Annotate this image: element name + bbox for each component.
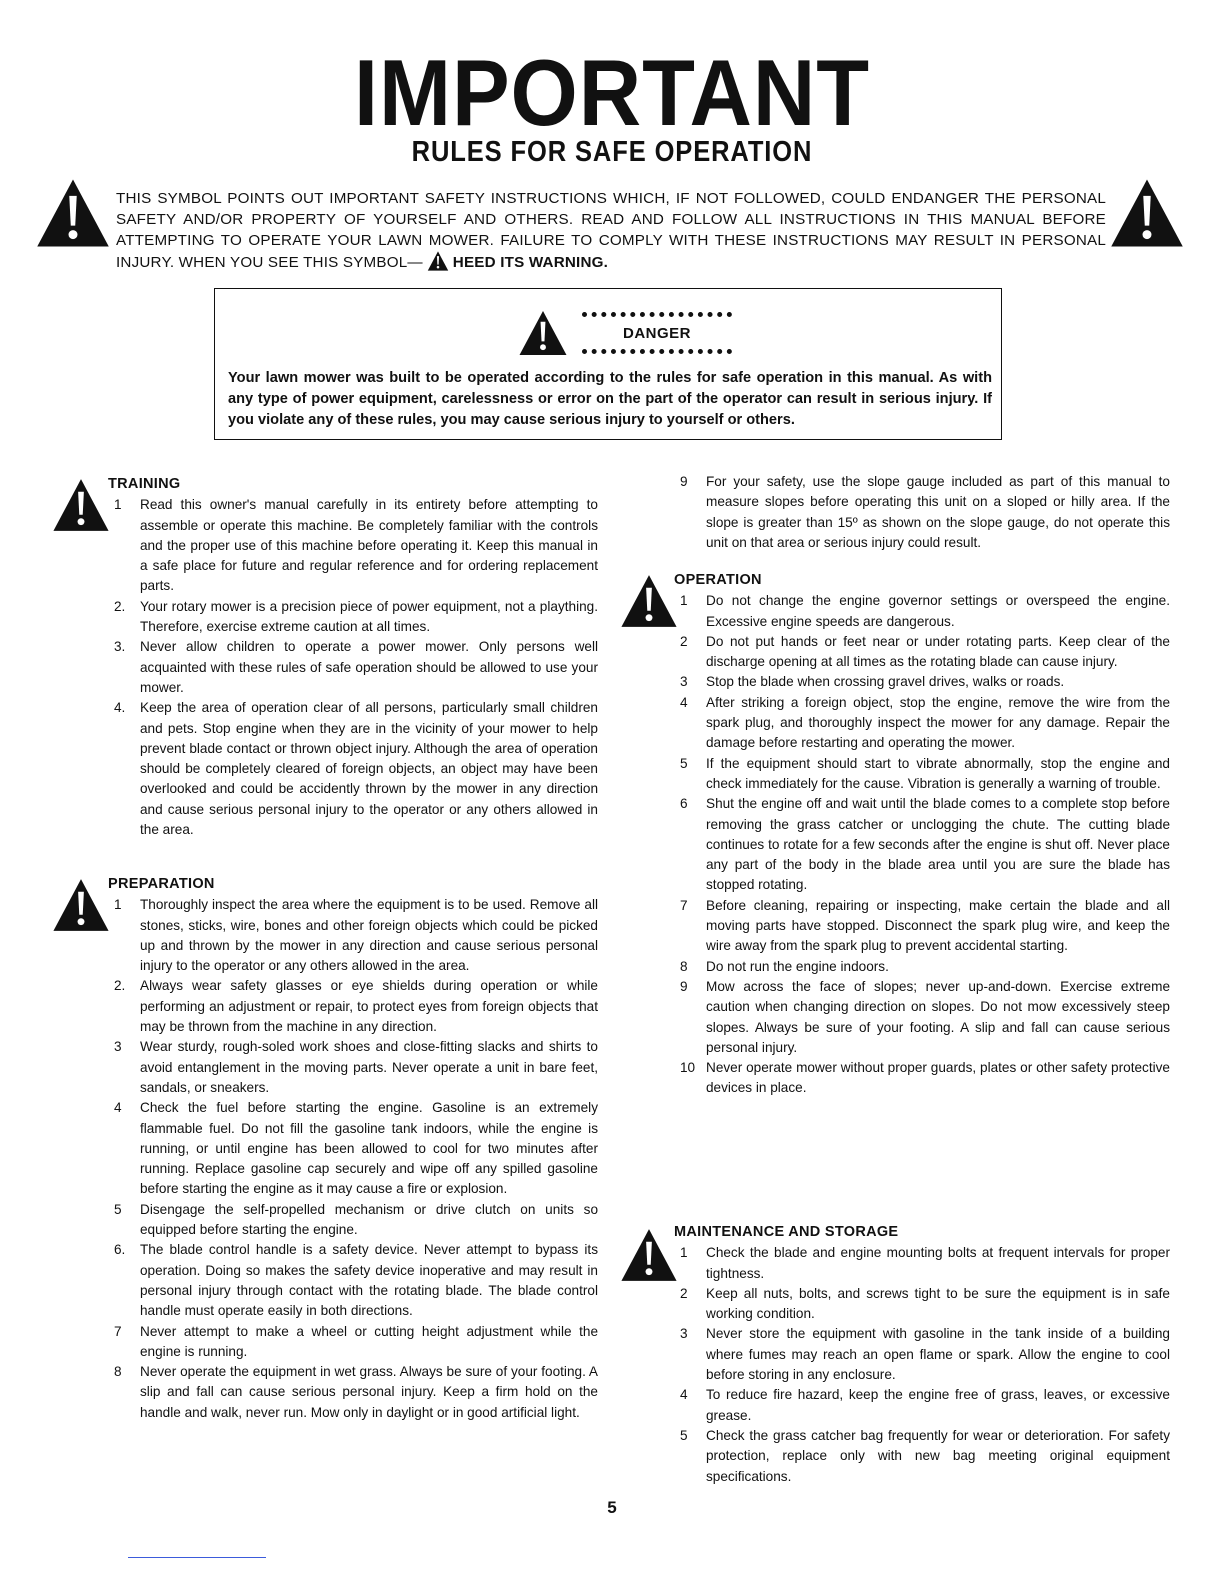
warning-triangle-icon (52, 878, 110, 932)
list-item: 3 Never store the equipment with gasoline in the tank inside of a building where fumes may reach an open flame or spark. Allow the engine to cool before storing in any enclosure. (680, 1326, 1170, 1383)
list-item: 9 Mow across the face of slopes; never up-and-down. Exercise extreme caution when changing direction on slopes. Do not mow excessively steep slopes. Always be sure of your footing. A slip and fall can cause serious personal injury. (680, 978, 1170, 1055)
intro-heed: HEED ITS WARNING. (452, 254, 609, 271)
list-item: 4 To reduce fire hazard, keep the engine free of grass, leaves, or excessive grease. (680, 1387, 1170, 1423)
list-item: 3 Wear sturdy, rough-soled work shoes and close-fitting slacks and shirts to avoid entanglement in the moving parts. Never operate a unit in bare feet, sandals, or sneakers. (114, 1039, 598, 1095)
preparation-continued (674, 472, 1170, 553)
warning-triangle-icon (52, 478, 110, 532)
maintenance-list (674, 1243, 1170, 1487)
training-list (108, 495, 598, 840)
warning-triangle-icon (620, 1228, 678, 1282)
list-item: 7 Before cleaning, repairing or inspecting, make certain the blade and all moving parts have stopped. Disconnect the spark plug wire, and keep the wire away from the spark plug to prevent accidental starting. (680, 897, 1170, 954)
list-item: 1 Thoroughly inspect the area where the equipment is to be used. Remove all stones, sticks, wire, bones and other foreign objects which could be picked up and thrown by the mower in any direction and cause serious personal injury to the operator or any others allowed in the area. (114, 897, 598, 974)
operation-title: OPERATION (674, 572, 762, 588)
list-item: 7 Never attempt to make a wheel or cutting height adjustment while the engine is running. (114, 1323, 598, 1359)
intro-text: THIS SYMBOL POINTS OUT IMPORTANT SAFETY INSTRUCTIONS WHICH, IF NOT FOLLOWED, COULD ENDANGER THE PERSONAL SAFETY AND/OR PROPERTY OF YOURSELF AND OTHERS. READ AND FOLLOW ALL INSTRUCTIONS IN THIS MANUAL BEFORE ATTEMPTING TO OPERATE YOUR LAWN MOWER. FAILURE TO COMPLY WITH THESE INSTRUCTIONS MAY RESULT IN PERSONAL INJURY. WHEN YOU SEE THIS SYMBOL— (116, 190, 1106, 271)
list-item: 8 Never operate the equipment in wet grass. Always be sure of your footing. A slip and fall can cause serious personal injury. Keep a firm hold on the handle and walk, never run. Mow only in daylight or in good artificial light. (114, 1364, 598, 1420)
list-item: 4. Keep the area of operation clear of all persons, particularly small children and pets. Stop engine when they are in the vicinity of your mower to help prevent blade contact or thrown object injury. Although the area of operation should be completely cleared of foreign objects, an object may have been overlooked and could be accidently thrown by the mower in any direction and cause serious personal injury to the operator or any others allowed in the area. (114, 700, 598, 838)
warning-triangle-icon (512, 310, 574, 356)
preparation-title: PREPARATION (108, 876, 215, 892)
list-item: 1 Read this owner's manual carefully in its entirety before attempting to assemble or operate this machine. Be completely familiar with the controls and the proper use of this machine before operating it. Keep this manual in a safe place for future and regular reference and for ordering replacement parts. (114, 497, 598, 594)
preparation-section (108, 874, 598, 1423)
danger-text: Your lawn mower was built to be operated according to the rules for safe operation in this manual. As with any type of power equipment, carelessness or error on the part of the operator can result in serious injury. If you violate any of these rules, you may cause serious injury to yourself or others. (228, 370, 992, 428)
list-item: 4 After striking a foreign object, stop the engine, remove the wire from the spark plug, and thoroughly inspect the mower for any damage. Repair the damage before restarting and operating the mower. (680, 694, 1170, 751)
operation-list (674, 591, 1170, 1098)
list-item: 8 Do not run the engine indoors. (680, 958, 889, 974)
list-item: 3 Stop the blade when crossing gravel drives, walks or roads. (680, 674, 1065, 690)
preparation-continued-list (674, 472, 1170, 553)
operation-section (674, 570, 1170, 1099)
warning-triangle-icon (427, 251, 449, 271)
danger-label-frame (582, 312, 732, 354)
maintenance-title: MAINTENANCE AND STORAGE (674, 1224, 899, 1240)
list-item: 2 Keep all nuts, bolts, and screws tight to be sure the equipment is in safe working condition. (680, 1285, 1170, 1322)
training-title: TRAINING (108, 476, 181, 492)
list-item: 1 Check the blade and engine mounting bolts at frequent intervals for proper tightness. (680, 1245, 1170, 1281)
maintenance-section (674, 1222, 1170, 1487)
warning-triangle-icon (1108, 178, 1186, 248)
list-item: 6. The blade control handle is a safety device. Never attempt to bypass its operation. Doing so makes the safety device inoperative and may result in personal injury through contact with the rotating blade. The blade control handle must operate easily in both directions. (114, 1242, 598, 1319)
list-item: 5 Disengage the self-propelled mechanism or drive clutch on units so equipped before starting the engine. (114, 1201, 598, 1238)
page-subtitle: RULES FOR SAFE OPERATION (411, 136, 813, 168)
preparation-list (108, 895, 598, 1423)
list-item: 9 For your safety, use the slope gauge included as part of this manual to measure slopes before operating this unit on a sloped or hilly area. If the slope is greater than 15º as shown on the slope gauge, do not operate this unit on that area or serious injury could result. (680, 474, 1170, 550)
list-item: 2. Your rotary mower is a precision piece of power equipment, not a plaything. Therefore, exercise extreme caution at all times. (114, 598, 598, 635)
list-item: 3. Never allow children to operate a power mower. Only persons well acquainted with these rules of safe operation should be allowed to use your mower. (114, 639, 598, 695)
page-title: IMPORTANT (354, 40, 870, 145)
training-section (108, 474, 598, 840)
page-number: 5 (607, 1498, 617, 1517)
list-item: 2. Always wear safety glasses or eye shields during operation or while performing an adjustment or repair, to protect eyes from foreign objects that may be thrown from the machine in any direction. (114, 978, 598, 1035)
warning-triangle-icon (34, 178, 112, 248)
list-item: 5 Check the grass catcher bag frequently for wear or deterioration. For safety protection, replace only with new bag meeting original equipment specifications. (680, 1427, 1170, 1484)
list-item: 5 If the equipment should start to vibrate abnormally, stop the engine and check immediately for the cause. Vibration is generally a warning of trouble. (680, 755, 1170, 791)
list-item: 10 Never operate mower without proper guards, plates or other safety protective devices in place. (680, 1060, 1170, 1096)
list-item: 1 Do not change the engine governor settings or overspeed the engine. Excessive engine speeds are dangerous. (680, 593, 1170, 629)
list-item: 2 Do not put hands or feet near or under rotating parts. Keep clear of the discharge opening at all times as the rotating blade can cause injury. (680, 633, 1170, 670)
footer-rule (128, 1557, 266, 1558)
list-item: 4 Check the fuel before starting the engine. Gasoline is an extremely flammable fuel. Do not fill the gasoline tank indoors, while the engine is running, or until engine has been allowed to cool for two minutes after running. Replace gasoline cap securely and wipe off any spilled gasoline before starting the engine as it may cause a fire or explosion. (114, 1100, 598, 1197)
safety-symbol-intro (116, 188, 1106, 273)
danger-label: DANGER (622, 324, 691, 342)
list-item: 6 Shut the engine off and wait until the blade comes to a complete stop before removing the grass catcher or unclogging the chute. The cutting blade continues to rotate for a few seconds after the engine is shut off. Never place any part of the body in the blade area until you are sure the blade has stopped rotating. (680, 796, 1170, 893)
warning-triangle-icon (620, 574, 678, 628)
